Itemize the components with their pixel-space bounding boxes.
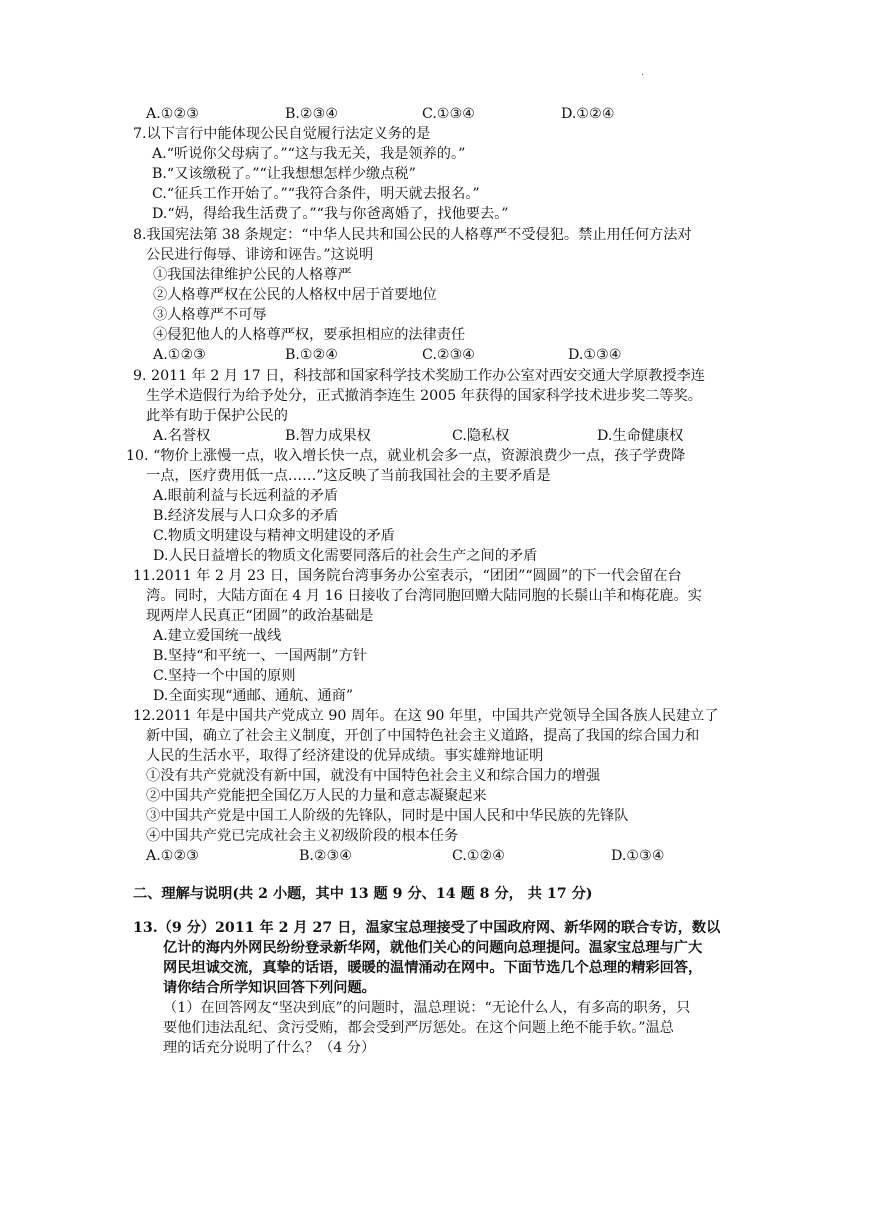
q7-option-d: D.“妈，得给我生活费了。”“我与你爸离婚了，找他要去。” (152, 206, 509, 222)
q12-statement-2: ②中国共产党能把全国亿万人民的力量和意志凝聚起来 (146, 788, 487, 804)
q11-option-b: B.坚持“和平统一、一国两制”方针 (153, 648, 367, 664)
q10-option-c: C.物质文明建设与精神文明建设的矛盾 (153, 528, 395, 544)
q7-option-a: A.“听说你父母病了。”“这与我无关，我是领养的。” (152, 146, 466, 162)
q9-stem-line-1: 9. 2011 年 2 月 17 日，科技部和国家科学技术奖励工作办公室对西安交通大学原教授李连 (133, 368, 705, 384)
q13-sub1-line-2: 要他们违法乱纪、贪污受贿，都会受到严厉惩处。在这个问题上绝不能手软。”温总 (163, 1020, 674, 1036)
q13-stem-line-2: 亿计的海内外网民纷纷登录新华网，就他们关心的问题向总理提问。温家宝总理与广大 (163, 940, 703, 956)
q8-statement-4: ④侵犯他人的人格尊严权，要承担相应的法律责任 (153, 327, 466, 343)
q13-stem-line-4: 请你结合所学知识回答下列问题。 (163, 980, 376, 996)
q8-option-b: B.①②④ (285, 347, 339, 363)
q12-option-b: B.②③④ (299, 848, 353, 864)
q7-option-b: B.“又该缴税了。”“让我想想怎样少缴点税” (152, 166, 416, 182)
page-mark: · (641, 70, 645, 81)
q8-stem-line-1: 8.我国宪法第 38 条规定：“中华人民共和国公民的人格尊严不受侵犯。禁止用任何方法对 (133, 227, 692, 243)
q10-stem-line-2: 一点，医疗费用低一点……”这反映了当前我国社会的主要矛盾是 (146, 468, 551, 484)
q10-stem-line-1: 10. “物价上涨慢一点，收入增长快一点，就业机会多一点，资源浪费少一点，孩子学费降 (126, 448, 686, 464)
q12-statement-4: ④中国共产党已完成社会主义初级阶段的根本任务 (146, 828, 459, 844)
q9-stem-line-3: 此举有助于保护公民的 (146, 408, 288, 424)
q13-sub1-line-3: 理的话充分说明了什么？（4 分） (163, 1040, 376, 1056)
q11-option-a: A.建立爱国统一战线 (153, 628, 282, 644)
q6-option-d: D.①②④ (561, 106, 615, 122)
q10-option-b: B.经济发展与人口众多的矛盾 (153, 508, 339, 524)
q9-option-c: C.隐私权 (452, 428, 510, 444)
q12-stem-line-2: 新中国，确立了社会主义制度，开创了中国特色社会主义道路，提高了我国的综合国力和 (146, 728, 700, 744)
q8-option-a: A.①②③ (153, 347, 206, 363)
q7-option-c: C.“征兵工作开始了。”“我符合条件，明天就去报名。” (152, 186, 480, 202)
q8-option-d: D.①③④ (568, 347, 622, 363)
section-2-heading: 二、理解与说明(共 2 小题，其中 13 题 9 分、14 题 8 分， 共 17 分) (133, 886, 593, 902)
q9-stem-line-2: 生学术造假行为给予处分，正式撤消李连生 2005 年获得的国家科学技术进步奖二等奖。 (146, 388, 702, 404)
q7-stem: 7.以下言行中能体现公民自觉履行法定义务的是 (133, 126, 431, 142)
q13-stem-line-3: 网民坦诚交流，真挚的话语，暖暖的温情涌动在网中。下面节选几个总理的精彩回答， (163, 960, 703, 976)
q12-option-a: A.①②③ (146, 848, 199, 864)
q11-stem-line-3: 现两岸人民真正“团圆”的政治基础是 (146, 608, 374, 624)
q11-option-c: C.坚持一个中国的原则 (153, 668, 296, 684)
q8-statement-2: ②人格尊严权在公民的人格权中居于首要地位 (153, 287, 437, 303)
q12-statement-3: ③中国共产党是中国工人阶级的先锋队，同时是中国人民和中华民族的先锋队 (146, 808, 629, 824)
q13-sub1-line-1: （1）在回答网友“坚决到底”的问题时，温总理说：“无论什么人，有多高的职务，只 (163, 1000, 691, 1016)
q12-option-c: C.①②④ (452, 848, 506, 864)
q12-statement-1: ①没有共产党就没有新中国，就没有中国特色社会主义和综合国力的增强 (146, 768, 601, 784)
q8-option-c: C.②③④ (422, 347, 476, 363)
q6-option-a: A.①②③ (146, 106, 199, 122)
q12-option-d: D.①③④ (611, 848, 665, 864)
q11-stem-line-1: 11.2011 年 2 月 23 日，国务院台湾事务办公室表示，“团团”“圆圆”的下一代会留在台 (133, 568, 682, 584)
q10-option-d: D.人民日益增长的物质文化需要同落后的社会生产之间的矛盾 (153, 548, 538, 564)
q11-stem-line-2: 湾。同时，大陆方面在 4 月 16 日接收了台湾同胞回赠大陆同胞的长鬃山羊和梅花鹿。实 (146, 588, 702, 604)
q8-statement-3: ③人格尊严不可辱 (153, 307, 267, 323)
q6-option-c: C.①③④ (422, 106, 476, 122)
q10-option-a: A.眼前利益与长远利益的矛盾 (153, 488, 339, 504)
q12-stem-line-3: 人民的生活水平，取得了经济建设的优异成绩。事实雄辩地证明 (146, 748, 544, 764)
q9-option-b: B.智力成果权 (285, 428, 371, 444)
q11-option-d: D.全面实现“通邮、通航、通商” (153, 688, 354, 704)
q8-statement-1: ①我国法律维护公民的人格尊严 (153, 267, 352, 283)
q8-stem-line-2: 公民进行侮辱、诽谤和诬告。”这说明 (146, 247, 374, 263)
q9-option-d: D.生命健康权 (597, 428, 684, 444)
q9-option-a: A.名誉权 (153, 428, 211, 444)
q13-stem-line-1: 13.（9 分）2011 年 2 月 27 日，温家宝总理接受了中国政府网、新华网的联合专访，数以 (133, 920, 721, 936)
q6-option-b: B.②③④ (285, 106, 339, 122)
q12-stem-line-1: 12.2011 年是中国共产党成立 90 周年。在这 90 年里，中国共产党领导全国各族人民建立了 (133, 708, 719, 724)
